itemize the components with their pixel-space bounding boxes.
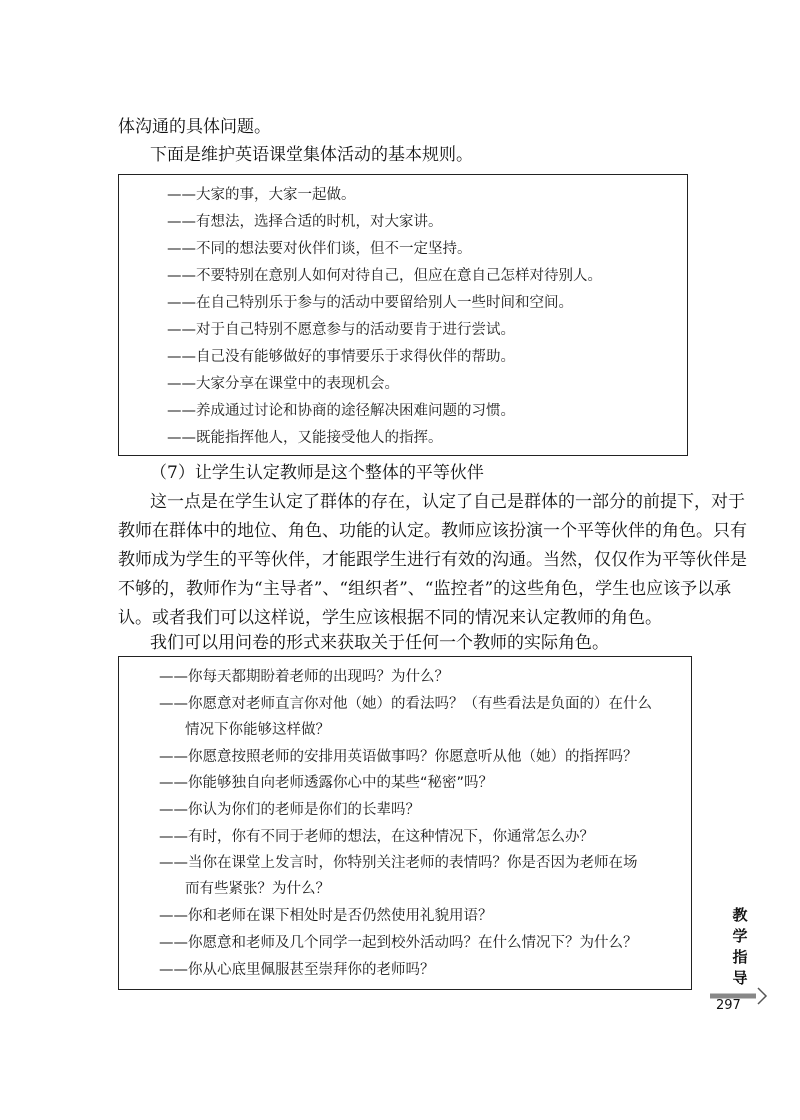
rules-item: ——有想法，选择合适的时机，对大家讲。 xyxy=(167,214,443,230)
rules-item: ——大家分享在课堂中的表现机会。 xyxy=(167,376,399,392)
question-item: ——你从心底里佩服甚至崇拜你的老师吗？ xyxy=(159,962,435,978)
paragraph-line: 认。或者我们可以这样说，学生应该根据不同的情况来认定教师的角色。 xyxy=(118,608,662,628)
paragraph-line: 教师成为学生的平等伙伴，才能跟学生进行有效的沟通。当然，仅仅作为平等伙伴是 xyxy=(118,550,747,570)
question-item: ——你愿意和老师及几个同学一起到校外活动吗？在什么情况下？为什么？ xyxy=(159,935,638,951)
rules-intro-text: 下面是维护英语课堂集体活动的基本规则。 xyxy=(150,145,473,165)
question-item: ——你愿意对老师直言你对他（她）的看法吗？（有些看法是负面的）在什么 xyxy=(159,696,652,712)
questionnaire-intro-text: 我们可以用问卷的形式来获取关于任何一个教师的实际角色。 xyxy=(150,633,609,653)
question-item: ——当你在课堂上发言时，你特别关注老师的表情吗？你是否因为老师在场 xyxy=(159,855,638,871)
rules-item: ——大家的事，大家一起做。 xyxy=(167,187,356,203)
section-heading: （7）让学生认定教师是这个整体的平等伙伴 xyxy=(150,463,484,483)
intro-tail-text: 体沟通的具体问题。 xyxy=(118,117,271,137)
question-item: ——你能够独自向老师透露你心中的某些“秘密”吗？ xyxy=(159,775,494,791)
questions-box xyxy=(118,656,692,990)
question-item: ——你愿意按照老师的安排用英语做事吗？你愿意听从他（她）的指挥吗？ xyxy=(159,749,638,765)
rules-item: ——不同的想法要对伙伴们谈，但不一定坚持。 xyxy=(167,241,472,257)
rules-item: ——对于自己特别不愿意参与的活动要肯于进行尝试。 xyxy=(167,322,515,338)
sidebar-char: 导 xyxy=(732,969,748,987)
question-item: ——你和老师在课下相处时是否仍然使用礼貌用语？ xyxy=(159,908,493,924)
sidebar-char: 指 xyxy=(732,948,748,966)
question-item: ——你认为你们的老师是你们的长辈吗？ xyxy=(159,802,420,818)
paragraph-line: 这一点是在学生认定了群体的存在，认定了自己是群体的一部分的前提下，对于 xyxy=(150,492,745,512)
page-number: 297 xyxy=(716,998,741,1013)
sidebar-char: 学 xyxy=(732,927,748,945)
rules-item: ——不要特别在意别人如何对待自己，但应在意自己怎样对待别人。 xyxy=(167,268,602,284)
paragraph-line: 不够的，教师作为“主导者”、“组织者”、“监控者”的这些角色，学生也应该予以承 xyxy=(118,579,732,599)
question-item: ——有时，你有不同于老师的想法，在这种情况下，你通常怎么办？ xyxy=(159,829,594,845)
sidebar-char: 教 xyxy=(732,906,748,924)
rules-item: ——既能指挥他人，又能接受他人的指挥。 xyxy=(167,430,443,446)
rules-item: ——在自己特别乐于参与的活动中要留给别人一些时间和空间。 xyxy=(167,295,573,311)
question-item-continuation: 而有些紧张？为什么？ xyxy=(185,881,330,897)
question-item: ——你每天都期盼着老师的出现吗？为什么？ xyxy=(159,669,449,685)
question-item-continuation: 情况下你能够这样做？ xyxy=(185,722,330,738)
rules-item: ——自己没有能够做好的事情要乐于求得伙伴的帮助。 xyxy=(167,349,515,365)
rules-item: ——养成通过讨论和协商的途径解决困难问题的习惯。 xyxy=(167,403,515,419)
paragraph-line: 教师在群体中的地位、角色、功能的认定。教师应该扮演一个平等伙伴的角色。只有 xyxy=(118,521,747,541)
rules-box xyxy=(118,174,688,456)
